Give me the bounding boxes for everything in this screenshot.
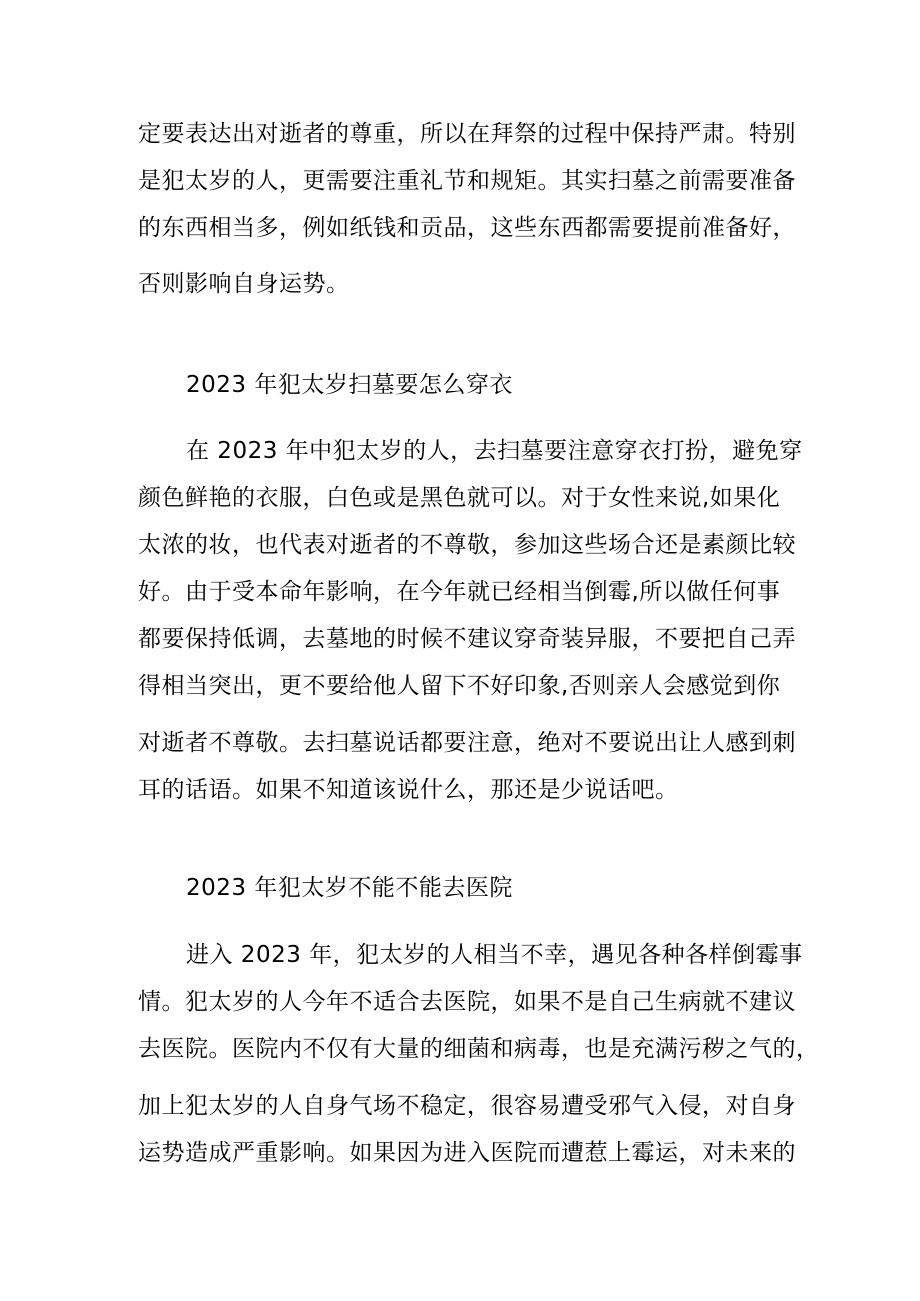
paragraph-line: 的东西相当多，例如纸钱和贡品，这些东西都需要提前准备好， [138,215,796,241]
paragraph-line: 是犯太岁的人，更需要注重礼节和规矩。其实扫墓之前需要准备 [138,168,796,194]
section-heading-clothing: 2023 年犯太岁扫墓要怎么穿衣 [186,372,513,398]
paragraph-line: 好。由于受本命年影响，在今年就已经相当倒霉,所以做任何事 [138,579,781,605]
paragraph-line: 太浓的妆，也代表对逝者的不尊敬，参加这些场合还是素颜比较 [138,532,796,558]
paragraph-line: 定要表达出对逝者的尊重，所以在拜祭的过程中保持严肃。特别 [138,121,796,147]
paragraph-line: 进入 2023 年，犯太岁的人相当不幸，遇见各种各样倒霉事 [186,942,803,968]
paragraph-line: 去医院。医院内不仅有大量的细菌和病毒，也是充满污秽之气的， [138,1036,820,1062]
paragraph-line: 加上犯太岁的人自身气场不稳定，很容易遭受邪气入侵，对自身 [138,1093,796,1119]
paragraph-line: 情。犯太岁的人今年不适合去医院，如果不是自己生病就不建议 [138,989,796,1015]
paragraph-line: 得相当突出，更不要给他人留下不好印象,否则亲人会感觉到你 [138,673,781,699]
paragraph-line: 运势造成严重影响。如果因为进入医院而遭惹上霉运，对未来的 [138,1140,796,1166]
paragraph-line: 耳的话语。如果不知道该说什么，那还是少说话吧。 [138,777,679,803]
paragraph-line: 在 2023 年中犯太岁的人，去扫墓要注意穿衣打扮，避免穿 [186,438,803,464]
paragraph-line: 颜色鲜艳的衣服，白色或是黑色就可以。对于女性来说,如果化 [138,485,781,511]
section-heading-hospital: 2023 年犯太岁不能不能去医院 [186,875,513,901]
paragraph-line: 对逝者不尊敬。去扫墓说话都要注意，绝对不要说出让人感到刺 [138,730,796,756]
paragraph-line: 否则影响自身运势。 [138,271,350,297]
paragraph-line: 都要保持低调，去墓地的时候不建议穿奇装异服，不要把自己弄 [138,626,796,652]
